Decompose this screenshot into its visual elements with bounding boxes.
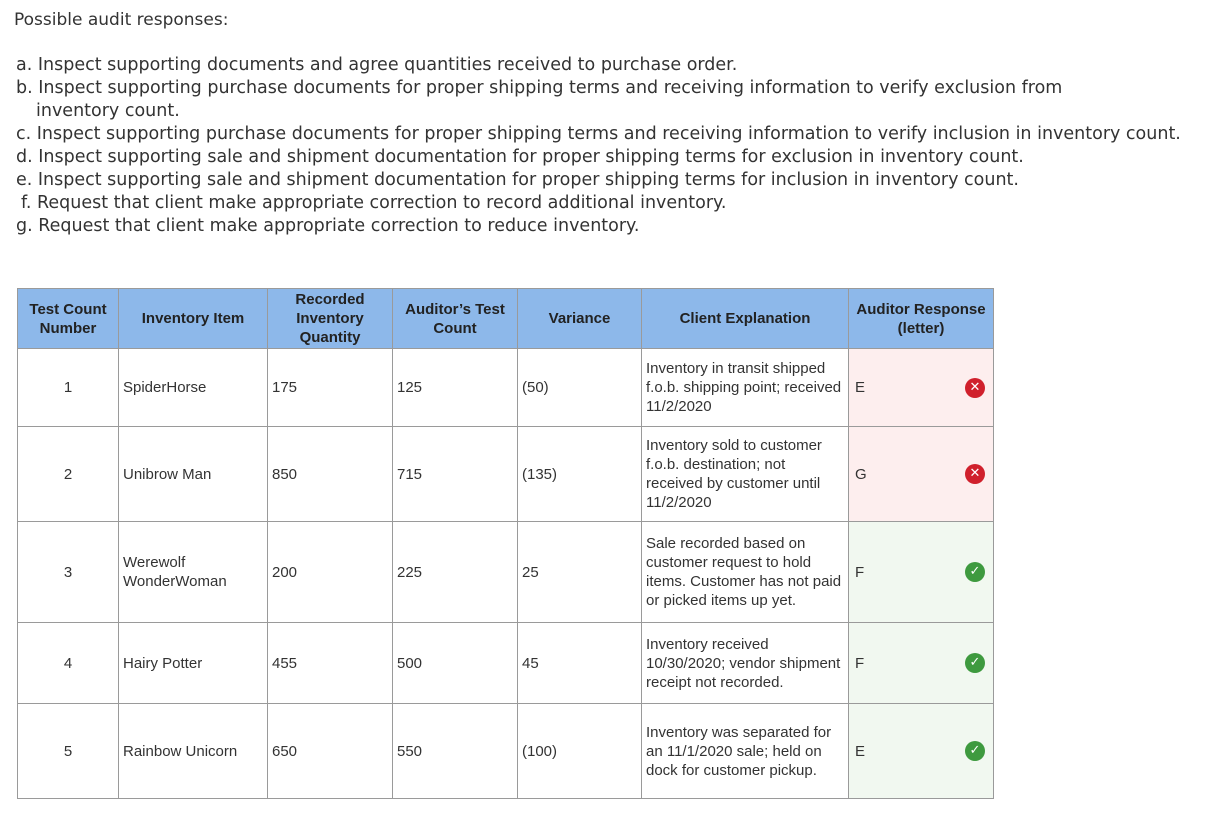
header-recorded-quantity: Recorded Inventory Quantity xyxy=(268,289,393,349)
header-auditor-test-count: Auditor’s Test Count xyxy=(393,289,518,349)
cell-auditor-response[interactable] xyxy=(849,704,994,799)
cell-test-count-number: 1 xyxy=(18,349,119,427)
option-f: f. Request that client make appropriate correction to record additional inventory. xyxy=(21,193,727,213)
cell-inventory-item: Hairy Potter xyxy=(119,623,268,704)
auditor-response-value[interactable]: E xyxy=(855,742,866,760)
cell-inventory-item: Werewolf WonderWoman xyxy=(119,522,268,623)
cell-client-explanation: Inventory in transit shipped f.o.b. shipping point; received 11/2/2020 xyxy=(642,349,849,427)
cell-auditor-response[interactable] xyxy=(849,427,994,522)
auditor-response-value[interactable]: F xyxy=(855,563,865,581)
table-row xyxy=(18,623,994,704)
audit-responses-title: Possible audit responses: xyxy=(14,10,229,30)
correct-icon: ✓ xyxy=(965,562,985,582)
audit-response-options xyxy=(16,54,1204,238)
table-row xyxy=(18,704,994,799)
cell-client-explanation: Inventory was separated for an 11/1/2020 sale; held on dock for customer pickup. xyxy=(642,704,849,799)
cell-inventory-item: SpiderHorse xyxy=(119,349,268,427)
cell-variance: (100) xyxy=(518,704,642,799)
cell-auditor-test-count: 225 xyxy=(393,522,518,623)
cell-auditor-test-count: 125 xyxy=(393,349,518,427)
cell-auditor-test-count: 715 xyxy=(393,427,518,522)
correct-icon: ✓ xyxy=(965,741,985,761)
cell-auditor-response[interactable] xyxy=(849,623,994,704)
cell-test-count-number: 5 xyxy=(18,704,119,799)
table-row xyxy=(18,522,994,623)
option-d: d. Inspect supporting sale and shipment documentation for proper shipping terms for exclusion in inventory count. xyxy=(16,147,1024,167)
auditor-response-value[interactable]: G xyxy=(855,465,867,483)
auditor-response-value[interactable]: F xyxy=(855,654,865,672)
cell-variance: (135) xyxy=(518,427,642,522)
cell-auditor-test-count: 550 xyxy=(393,704,518,799)
option-e: e. Inspect supporting sale and shipment documentation for proper shipping terms for inclusion in inventory count. xyxy=(16,170,1019,190)
cell-test-count-number: 3 xyxy=(18,522,119,623)
cell-client-explanation: Inventory sold to customer f.o.b. destination; not received by customer until 11/2/2020 xyxy=(642,427,849,522)
incorrect-icon: ✕ xyxy=(965,378,985,398)
table-row xyxy=(18,427,994,522)
option-g: g. Request that client make appropriate correction to reduce inventory. xyxy=(16,216,640,236)
header-client-explanation: Client Explanation xyxy=(642,289,849,349)
cell-auditor-test-count: 500 xyxy=(393,623,518,704)
option-b: b. Inspect supporting purchase documents for proper shipping terms and receiving information to verify exclusion from inventory count. xyxy=(16,78,1063,121)
incorrect-icon: ✕ xyxy=(965,464,985,484)
header-inventory-item: Inventory Item xyxy=(119,289,268,349)
cell-client-explanation: Sale recorded based on customer request to hold items. Customer has not paid or picked items up yet. xyxy=(642,522,849,623)
cell-variance: 25 xyxy=(518,522,642,623)
option-c: c. Inspect supporting purchase documents for proper shipping terms and receiving information to verify inclusion in inventory count. xyxy=(16,124,1181,144)
cell-client-explanation: Inventory received 10/30/2020; vendor shipment receipt not recorded. xyxy=(642,623,849,704)
cell-recorded-quantity: 650 xyxy=(268,704,393,799)
correct-icon: ✓ xyxy=(965,653,985,673)
cell-recorded-quantity: 850 xyxy=(268,427,393,522)
cell-recorded-quantity: 200 xyxy=(268,522,393,623)
cell-auditor-response[interactable] xyxy=(849,522,994,623)
table-header-row xyxy=(18,289,994,349)
table-row xyxy=(18,349,994,427)
header-variance: Variance xyxy=(518,289,642,349)
auditor-response-value[interactable]: E xyxy=(855,379,866,396)
cell-variance: (50) xyxy=(518,349,642,427)
cell-variance: 45 xyxy=(518,623,642,704)
header-auditor-response: Auditor Response (letter) xyxy=(849,289,994,349)
cell-auditor-response[interactable] xyxy=(849,349,994,427)
audit-responses-section xyxy=(14,8,1204,238)
cell-inventory-item: Rainbow Unicorn xyxy=(119,704,268,799)
cell-test-count-number: 2 xyxy=(18,427,119,522)
header-test-count-number: Test Count Number xyxy=(18,289,119,349)
cell-inventory-item: Unibrow Man xyxy=(119,427,268,522)
cell-test-count-number: 4 xyxy=(18,623,119,704)
option-a: a. Inspect supporting documents and agree quantities received to purchase order. xyxy=(16,55,738,75)
cell-recorded-quantity: 455 xyxy=(268,623,393,704)
cell-recorded-quantity: 175 xyxy=(268,349,393,427)
inventory-test-count-table xyxy=(17,288,994,799)
